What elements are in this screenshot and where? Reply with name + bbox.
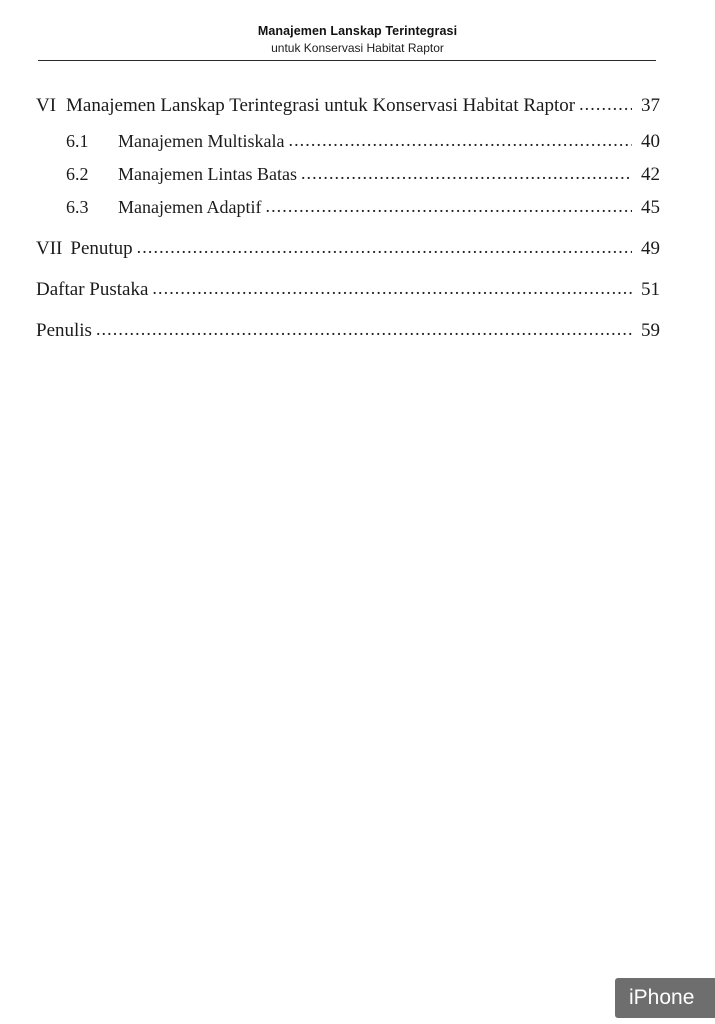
toc-leader-dots — [137, 238, 632, 256]
toc-leader-dots — [265, 197, 632, 215]
toc-entry-number: VI — [36, 95, 57, 116]
device-badge-label: iPhone — [629, 986, 695, 1009]
toc-entry-section-6-2[interactable] — [36, 165, 660, 184]
toc-leader-dots — [301, 164, 632, 182]
toc-entry-page: 59 — [641, 320, 660, 341]
toc-entry-title: Manajemen Adaptif — [118, 197, 262, 217]
toc-entry-page: 49 — [641, 238, 660, 259]
header-divider — [38, 60, 656, 61]
toc-entry-number: 6.1 — [66, 131, 89, 151]
toc-entry-title: Manajemen Lintas Batas — [118, 164, 297, 184]
toc-leader-dots — [96, 320, 632, 338]
toc-entry-page: 42 — [641, 164, 660, 185]
toc-leader-dots — [579, 95, 632, 113]
toc-leader-dots — [288, 131, 632, 149]
toc-entry-section-6-1[interactable] — [36, 132, 660, 151]
toc-entry-title: Penutup — [70, 238, 133, 259]
toc-entry-page: 40 — [641, 131, 660, 152]
toc-entry-title: Daftar Pustaka — [36, 279, 149, 300]
toc-entry-chapter-vii[interactable] — [36, 239, 660, 258]
running-head-line-1: Manajemen Lanskap Terintegrasi — [257, 24, 458, 38]
toc-entry-title: Manajemen Multiskala — [118, 131, 285, 151]
running-head-line-2: untuk Konservasi Habitat Raptor — [271, 40, 444, 55]
toc-entry-page: 37 — [641, 95, 660, 116]
toc-entry-section-6-3[interactable] — [36, 198, 660, 217]
toc-entry-page: 45 — [641, 197, 660, 218]
toc-entry-title: Penulis — [36, 320, 92, 341]
toc-entry-number: VII — [36, 238, 63, 259]
toc-entry-number: 6.2 — [66, 164, 89, 184]
running-head — [38, 24, 677, 56]
toc-entry-chapter-vi[interactable] — [36, 96, 660, 115]
device-badge — [615, 978, 715, 1018]
toc-entry-page: 51 — [641, 279, 660, 300]
toc-leader-dots — [152, 279, 632, 297]
toc-entry-penulis[interactable] — [36, 321, 660, 340]
toc-entry-daftar-pustaka[interactable] — [36, 280, 660, 299]
toc-entry-title: Manajemen Lanskap Terintegrasi untuk Konservasi Habitat Raptor — [66, 95, 576, 116]
toc-entry-number: 6.3 — [66, 197, 89, 217]
table-of-contents — [36, 96, 660, 357]
